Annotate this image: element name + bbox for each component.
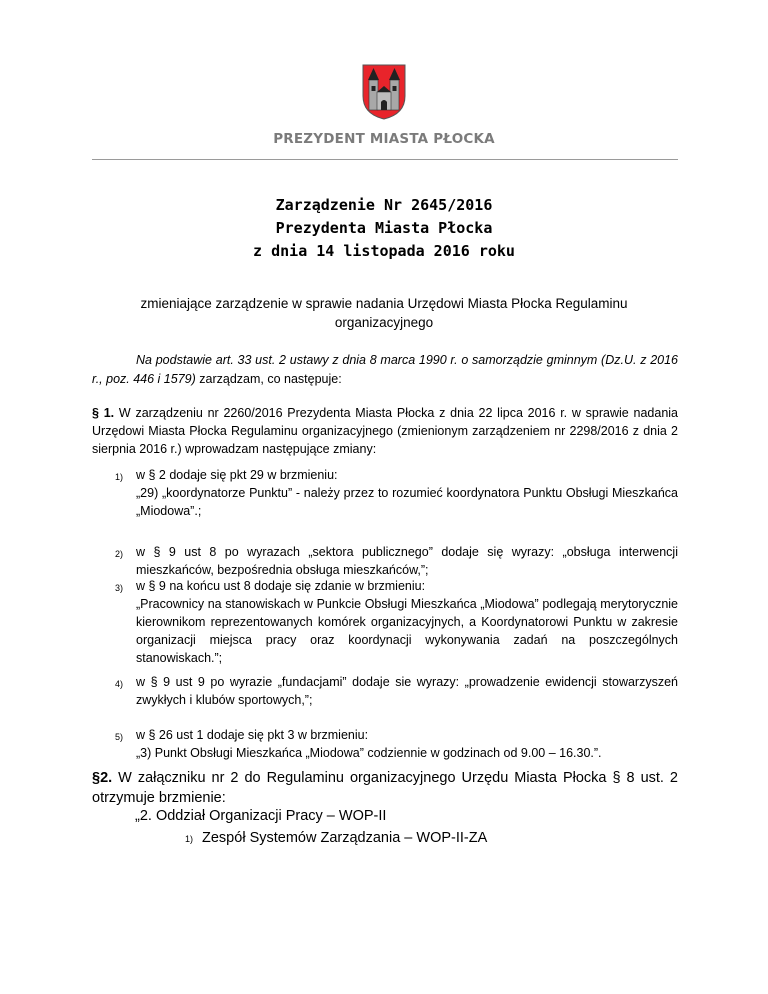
list-item-text: w § 9 ust 9 po wyrazie „fundacjami” dodaje sie wyrazy: „prowadzenie ewidencji stowarzyszeń zwykłych i klubów sportowych,”; [136, 675, 678, 707]
section-2-text: W załączniku nr 2 do Regulaminu organizacyjnego Urzędu Miasta Płocka § 8 ust. 2 otrzymuje brzmienie: [92, 770, 678, 806]
section-1-text: W zarządzeniu nr 2260/2016 Prezydenta Miasta Płocka z dnia 22 lipca 2016 r. w sprawie nadania Urzędowi Miasta Płocka Regulaminu organizacyjnego (zmienionym zarządzeniem nr 2298/2016 z dnia 2 sierpnia 2016 r.) wprowadzam następujące zmiany: [92, 406, 678, 456]
list-item-text-continued: „29) „koordynatorze Punktu” - należy przez to rozumieć koordynatora Punktu Obsługi Mieszkańca „Miodowa”.; [136, 486, 678, 518]
list-item-number: 4) [115, 679, 124, 689]
document-subject: zmieniające zarządzenie w sprawie nadania Urzędowi Miasta Płocka Regulaminu organizacyjnego [140, 296, 628, 330]
section-2-subitem [185, 830, 487, 846]
list-item-text: w § 26 ust 1 dodaje się pkt 3 w brzmieniu: [136, 728, 369, 742]
section-2-label: §2. [92, 770, 113, 786]
document-title-line1: Zarządzenie Nr 2645/2016 [275, 196, 493, 214]
crest-tower-left [369, 80, 378, 110]
legal-basis-italic: Na podstawie art. 33 ust. 2 ustawy z dnia 8 marca 1990 r. o samorządzie gminnym (Dz.U. z 2016 r., poz. 446 i 1579) [92, 353, 678, 386]
subitem-text: Zespół Systemów Zarządzania – WOP-II-ZA [202, 830, 488, 846]
list-item-number: 1) [115, 472, 124, 482]
header-divider [92, 159, 678, 160]
section-2 [92, 768, 678, 808]
legal-basis-text: zarządzam, co następuje: [195, 372, 342, 386]
legal-basis [92, 351, 678, 389]
section-1-label: § 1. [92, 406, 115, 420]
list-item-text: w § 2 dodaje się pkt 29 w brzmieniu: [136, 468, 338, 482]
crest-tower-right [390, 80, 399, 110]
list-item-text-continued: „Pracownicy na stanowiskach w Punkcie Obsługi Mieszkańca „Miodowa” podlegają merytorycznie kierownikom reprezentowanych komórek organizacyjnych, a Koordynatorowi Punktu w zakresie organizacji miejsca pracy oraz koordynacji wykonywania zadań na poszczególnych stanowiskach.”; [136, 597, 678, 665]
section-2-quoted-line: „2. Oddział Organizacji Pracy – WOP-II [135, 808, 387, 824]
list-item-number: 2) [115, 549, 124, 559]
list-item-number: 3) [115, 583, 124, 593]
document-title-line2: Prezydenta Miasta Płocka [275, 219, 493, 237]
list-item-text: w § 9 na końcu ust 8 dodaje się zdanie w brzmieniu: [136, 579, 426, 593]
section-1 [92, 404, 678, 458]
list-item-text-continued: „3) Punkt Obsługi Mieszkańca „Miodowa” codziennie w godzinach od 9.00 – 16.30.”. [136, 746, 602, 760]
document-title-line3: z dnia 14 listopada 2016 roku [253, 242, 515, 260]
city-crest-logo [362, 64, 406, 120]
list-item-text: w § 9 ust 8 po wyrazach „sektora publicznego” dodaje się wyrazy: „obsługa interwencji mieszkańców, bezpośrednia obsługa mieszkańców,”; [136, 545, 678, 577]
office-name-header: PREZYDENT MIASTA PŁOCKA [273, 131, 495, 147]
subitem-number: 1) [185, 834, 194, 844]
list-item-number: 5) [115, 732, 124, 742]
crest-gate [381, 100, 387, 110]
